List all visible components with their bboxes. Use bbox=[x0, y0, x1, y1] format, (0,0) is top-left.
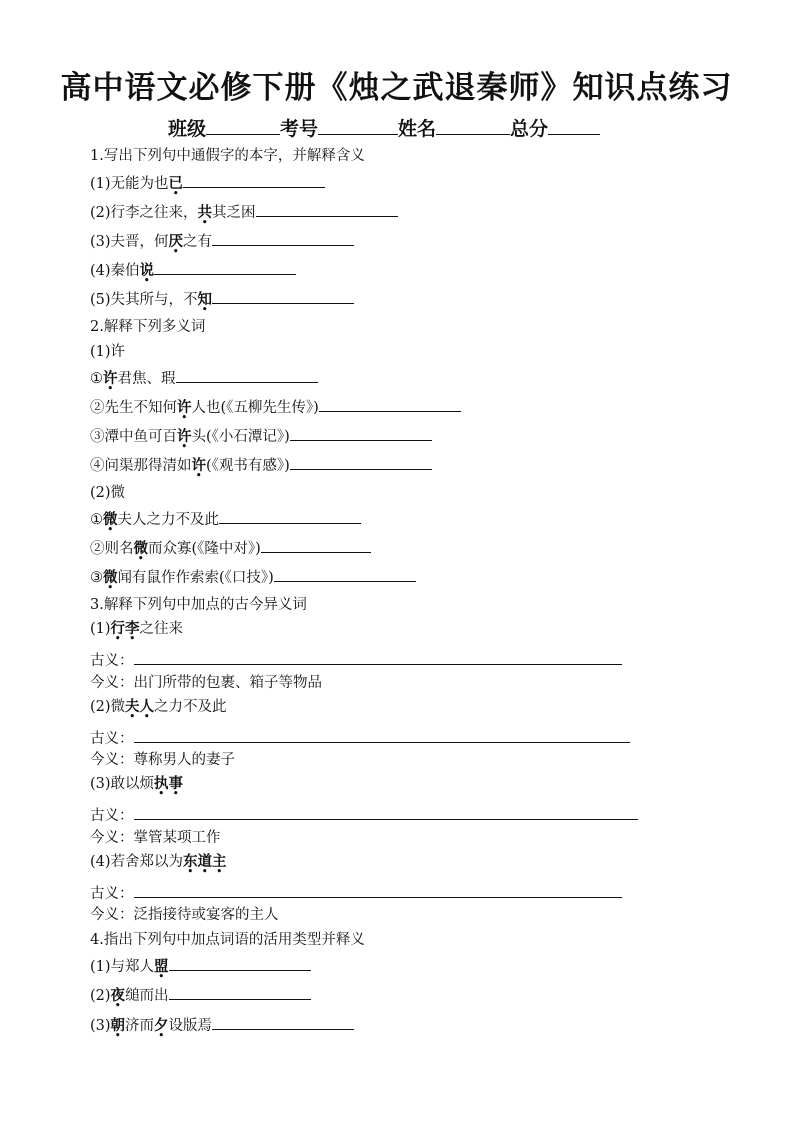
exercise-line bbox=[90, 674, 322, 692]
exercise-line bbox=[90, 230, 354, 251]
emphasized-char: 人 bbox=[139, 698, 155, 715]
line-text: (1)无能为也 bbox=[90, 176, 169, 192]
answer-blank[interactable] bbox=[212, 288, 354, 304]
emphasized-char: 许 bbox=[177, 399, 192, 416]
exercise-line bbox=[90, 537, 371, 558]
emphasized-char: 执 bbox=[154, 775, 169, 792]
line-text: 3.解释下列句中加点的古今异义词 bbox=[90, 597, 307, 613]
line-text: 古义： bbox=[90, 886, 134, 902]
line-text: 人也(《五柳先生传》) bbox=[191, 400, 319, 416]
line-text: 缒而出 bbox=[125, 988, 169, 1004]
line-text: 1.写出下列句中通假字的本字，并解释含义 bbox=[90, 148, 365, 164]
exercise-line bbox=[90, 318, 205, 336]
line-text: ① bbox=[90, 512, 103, 528]
emphasized-char: 朝 bbox=[110, 1017, 126, 1034]
emphasized-char: 共 bbox=[197, 204, 213, 221]
line-text: (2)微 bbox=[90, 485, 126, 501]
line-text: 其乏困 bbox=[212, 205, 256, 221]
emphasized-char: 许 bbox=[177, 428, 192, 445]
emphasized-char: 东 bbox=[183, 853, 198, 870]
emphasized-char: 主 bbox=[212, 853, 227, 870]
answer-blank[interactable] bbox=[212, 1014, 354, 1030]
line-text: (3)夫晋，何 bbox=[90, 234, 169, 250]
student-info-row bbox=[168, 114, 600, 141]
answer-blank[interactable] bbox=[134, 804, 638, 820]
line-text: 古义： bbox=[90, 808, 134, 824]
exercise-line bbox=[90, 882, 622, 903]
exercise-line bbox=[90, 396, 461, 417]
exercise-line bbox=[90, 425, 432, 446]
emphasized-char: 夫 bbox=[125, 698, 140, 715]
line-text: (4)秦伯 bbox=[90, 263, 140, 279]
emphasized-char: 行 bbox=[110, 620, 126, 637]
line-text: 而众寡(《隆中对》) bbox=[148, 541, 261, 557]
answer-blank[interactable] bbox=[169, 955, 311, 971]
line-text: 之往来 bbox=[139, 621, 184, 637]
exercise-line bbox=[90, 367, 318, 388]
exam-no-blank[interactable] bbox=[318, 116, 398, 135]
emphasized-char: 道 bbox=[197, 853, 213, 870]
line-text: ②则名 bbox=[90, 541, 134, 557]
line-text: ④问渠那得清如 bbox=[90, 458, 192, 474]
line-text: (5)失其所与，不 bbox=[90, 292, 198, 308]
emphasized-char: 知 bbox=[197, 291, 213, 308]
exercise-line bbox=[90, 727, 630, 748]
exercise-line bbox=[90, 853, 227, 871]
line-text: 今义：泛指接待或宴客的主人 bbox=[90, 907, 279, 923]
exercise-line bbox=[90, 288, 354, 309]
line-text: 头(《小石潭记》) bbox=[191, 429, 290, 445]
exercise-line bbox=[90, 829, 221, 847]
emphasized-char: 夕 bbox=[154, 1017, 169, 1034]
exercise-line bbox=[90, 172, 325, 193]
exercise-line bbox=[90, 955, 311, 976]
exercise-line bbox=[90, 698, 227, 716]
exercise-line bbox=[90, 804, 638, 825]
name-label: 姓名 bbox=[398, 118, 437, 140]
line-text: 2.解释下列多义词 bbox=[90, 319, 206, 335]
line-text: (2)微 bbox=[90, 699, 126, 715]
exercise-line bbox=[90, 201, 398, 222]
emphasized-char: 微 bbox=[133, 540, 148, 557]
line-text: 夫人之力不及此 bbox=[117, 512, 219, 528]
exercise-line bbox=[90, 454, 432, 475]
class-label: 班级 bbox=[168, 118, 207, 140]
exercise-line bbox=[90, 906, 279, 924]
answer-blank[interactable] bbox=[290, 425, 432, 441]
exercise-line bbox=[90, 1014, 354, 1035]
exercise-line bbox=[90, 931, 365, 949]
answer-blank[interactable] bbox=[134, 882, 622, 898]
line-text: 君焦、瑕 bbox=[117, 371, 176, 387]
exercise-line bbox=[90, 147, 365, 165]
answer-blank[interactable] bbox=[256, 201, 398, 217]
exercise-line bbox=[90, 566, 416, 587]
exercise-line bbox=[90, 984, 311, 1005]
line-text: ②先生不知何 bbox=[90, 400, 177, 416]
emphasized-char: 微 bbox=[103, 511, 118, 528]
answer-blank[interactable] bbox=[183, 172, 325, 188]
line-text: 之有 bbox=[183, 234, 213, 250]
emphasized-char: 李 bbox=[125, 620, 140, 637]
emphasized-char: 许 bbox=[191, 457, 206, 474]
emphasized-char: 说 bbox=[139, 262, 155, 279]
answer-blank[interactable] bbox=[134, 727, 630, 743]
answer-blank[interactable] bbox=[169, 984, 311, 1000]
name-blank[interactable] bbox=[436, 116, 510, 135]
answer-blank[interactable] bbox=[176, 367, 318, 383]
exercise-line bbox=[90, 649, 622, 670]
line-text: 济而 bbox=[125, 1018, 155, 1034]
emphasized-char: 许 bbox=[103, 370, 118, 387]
line-text: (1)许 bbox=[90, 344, 126, 360]
emphasized-char: 盟 bbox=[154, 958, 169, 975]
emphasized-char: 已 bbox=[168, 175, 184, 192]
answer-blank[interactable] bbox=[319, 396, 461, 412]
answer-blank[interactable] bbox=[134, 649, 622, 665]
answer-blank[interactable] bbox=[219, 508, 361, 524]
line-text: (《观书有感》) bbox=[206, 458, 290, 474]
exam-no-label: 考号 bbox=[280, 118, 319, 140]
answer-blank[interactable] bbox=[154, 259, 296, 275]
answer-blank[interactable] bbox=[212, 230, 354, 246]
page-title: 高中语文必修下册《烛之武退秦师》知识点练习 bbox=[60, 70, 733, 106]
exercise-line bbox=[90, 508, 361, 529]
class-blank[interactable] bbox=[206, 116, 280, 135]
line-text: 古义： bbox=[90, 731, 134, 747]
line-text: (2) bbox=[90, 988, 111, 1004]
emphasized-char: 厌 bbox=[168, 233, 184, 250]
line-text: (1)与郑人 bbox=[90, 959, 155, 975]
line-text: ① bbox=[90, 371, 103, 387]
answer-blank[interactable] bbox=[274, 566, 416, 582]
line-text: 今义：掌管某项工作 bbox=[90, 830, 221, 846]
line-text: 古义： bbox=[90, 653, 134, 669]
line-text: ③潭中鱼可百 bbox=[90, 429, 177, 445]
score-label: 总分 bbox=[510, 118, 549, 140]
score-blank[interactable] bbox=[548, 116, 600, 135]
exercise-line bbox=[90, 484, 125, 502]
emphasized-char: 夜 bbox=[110, 987, 126, 1004]
emphasized-char: 微 bbox=[103, 569, 118, 586]
exercise-line bbox=[90, 620, 183, 638]
line-text: 闻有鼠作作索索(《口技》) bbox=[117, 570, 274, 586]
line-text: (2)行李之往来， bbox=[90, 205, 198, 221]
line-text: (4)若舍郑以为 bbox=[90, 854, 184, 870]
line-text: (3)敢以烦 bbox=[90, 776, 155, 792]
line-text: 设版焉 bbox=[168, 1018, 213, 1034]
exercise-line bbox=[90, 775, 183, 793]
emphasized-char: 事 bbox=[168, 775, 184, 792]
answer-blank[interactable] bbox=[261, 537, 371, 553]
line-text: ③ bbox=[90, 570, 103, 586]
answer-blank[interactable] bbox=[290, 454, 432, 470]
line-text: (1) bbox=[90, 621, 111, 637]
line-text: (3) bbox=[90, 1018, 111, 1034]
exercise-line bbox=[90, 596, 307, 614]
line-text: 之力不及此 bbox=[154, 699, 227, 715]
line-text: 今义：尊称男人的妻子 bbox=[90, 752, 235, 768]
exercise-line bbox=[90, 751, 235, 769]
line-text: 今义：出门所带的包裹、箱子等物品 bbox=[90, 675, 322, 691]
exercise-line bbox=[90, 343, 125, 361]
line-text: 4.指出下列句中加点词语的活用类型并释义 bbox=[90, 932, 365, 948]
exercise-line bbox=[90, 259, 296, 280]
